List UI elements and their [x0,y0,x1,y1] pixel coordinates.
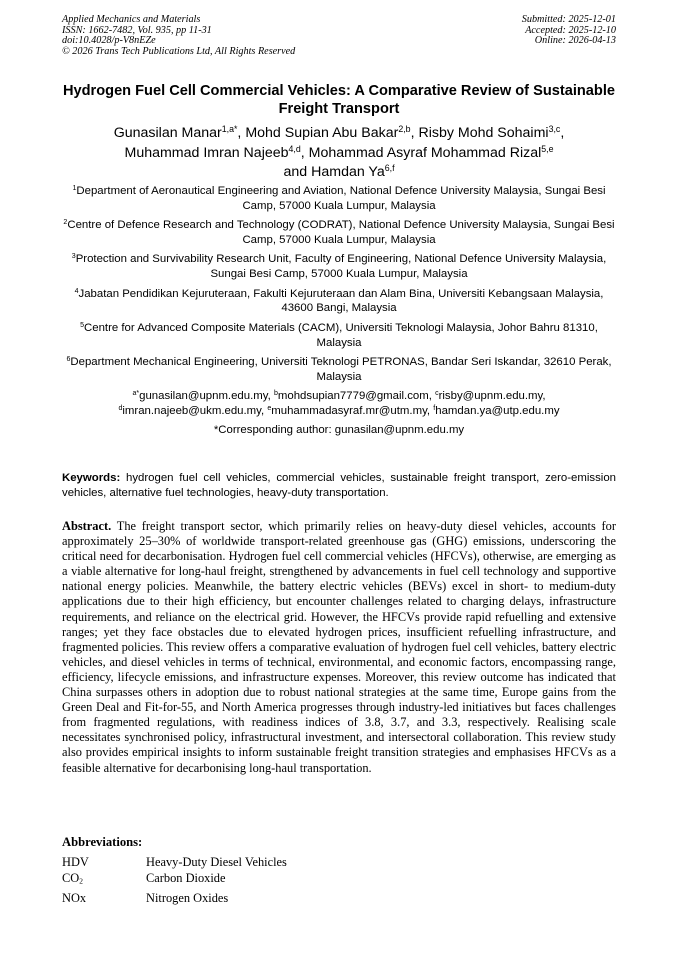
abstract-label: Abstract. [62,519,112,533]
abbreviation-row [62,870,287,890]
submitted-date: Submitted: 2025-12-01 [521,14,616,25]
journal-issn: ISSN: 1662-7482, Vol. 935, pp 11-31 [62,24,212,36]
keywords-text: hydrogen fuel cell vehicles, commercial vehicles, sustainable freight transport, zero-emission vehicles, alternative fuel technologies, heavy-duty transportation. [62,472,616,499]
journal-doi: doi:10.4028/p-V8nEZe [62,35,156,47]
affiliation: $^4$Jabatan Pendidikan Kejuruteraan, Fakulti Kejuruteraan dan Alam Bina, Universiti Kebangsaan Malaysia, 43600 Bangi, Malaysia [74,287,604,315]
abbreviation-term: NOx [62,890,87,905]
abstract-section [62,519,616,776]
author: Hamdan Ya$^{6,f}$ [311,163,395,180]
journal-copyright: © 2026 Trans Tech Publications Ltd, All Rights Reserved [62,45,296,57]
abstract-text: The freight transport sector, which primarily relies on heavy-duty diesel vehicles, accounts for approximately 25–30% of worldwide transport-related greenhouse gas (GHG) emissions, underscoring the critical need for decarbonisation. Hydrogen fuel cell commercial vehicles (HFCVs), otherwise, are emerging as a viable alternative for long-haul freight, strengthened by advancements in fuel cell technology and supportive national energy policies. Meanwhile, the battery electric vehicles (BEVs) excel in short- to medium-duty applications due to their high efficiency, but encounter challenges related to charging delays, infrastructure requirements, and reliance on the electrical grid. However, the HFCVs provide rapid refuelling and extensive ranges; yet they face obstacles due to elevated hydrogen prices, insufficient refuelling infrastructure, and fragmented policies. This review offers a comparative evaluation of hydrogen fuel cell vehicles, battery electric vehicles, and diesel vehicles in terms of technical, environmental, and economic factors, encompassing range, efficiency, lifecycle emissions, and infrastructure expenses. Moreover, this review outcome has indicated that China surpasses others in adoption due to robust national strategies at the same time, Europe gains from the Green Deal and Fit-for-55, and North America progresses through industry-led initiatives but faces challenges from fragmented regulations, with readiness indices of 3.8, 3.7, and 3.3, respectively. Realising scale necessitates synchronised policy, infrastructural investment, and intersectoral collaboration. This review study also provides empirical insights to inform sustainable freight transition strategies and emphasises HFCVs as a feasible alternative for decarbonising long-haul transportation. [62,519,617,775]
abbreviations-heading: Abbreviations: [62,835,143,849]
keywords-label: Keywords: [62,472,121,484]
author: Risby Mohd Sohaimi$^{3,c}$ [418,124,561,141]
paper-title: Hydrogen Fuel Cell Commercial Vehicles: A Comparative Review of Sustainable Freight Transport [62,83,616,117]
author: Mohd Supian Abu Bakar$^{2,b}$ [245,124,411,141]
affiliation: $^5$Centre for Advanced Composite Materials (CACM), Universiti Teknologi Malaysia, Johor Bahru 81310, Malaysia [80,321,598,349]
email-link[interactable]: imran.najeeb@ukm.edu.my, [122,404,265,417]
email-link[interactable]: risby@upnm.edu.my, [438,390,546,403]
online-date: Online: 2026-04-13 [534,35,616,47]
abbreviation-definition: Heavy-Duty Diesel Vehicles [146,855,287,869]
keywords-section [62,471,616,501]
abbreviation-term: HDV [62,855,89,869]
accepted-date: Accepted: 2025-12-10 [525,24,616,36]
affiliation: $^3$Protection and Survivability Research Unit, Faculty of Engineering, National Defence University Malaysia, Sungai Besi Camp, 57000 Kuala Lumpur, Malaysia [71,253,607,281]
email-link[interactable]: muhammadasyraf.mr@utm.my, [271,404,431,417]
abbreviation-row [62,890,287,906]
abbreviation-term: CO2 [62,871,83,886]
author: Muhammad Imran Najeeb$^{4,d}$ [124,143,301,161]
corresponding-author: *Corresponding author: gunasilan@upnm.edu.my [213,423,465,436]
journal-name: Applied Mechanics and Materials [62,14,201,25]
abbreviations-list [62,854,287,906]
abbreviation-definition: Nitrogen Oxides [146,890,229,905]
affiliation: $^6$Department Mechanical Engineering, Universiti Teknologi PETRONAS, Bandar Seri Iskandar, 32610 Perak, Malaysia [66,355,612,383]
journal-meta [62,15,295,57]
email-link[interactable]: gunasilan@upnm.edu.my, [139,390,271,403]
submission-dates [522,15,616,47]
email-list: $^{a*}$gunasilan@upnm.edu.my, $^b$mohdsupian7779@gmail.com, $^c$risby@upnm.edu.my, $^d$imran.najeeb@ukm.edu.my, $^e$muhammadasyraf.mr@utm.my, $^f$hamdan.ya@utp.edu.my [118,390,560,417]
email-link[interactable]: hamdan.ya@utp.edu.my [435,404,560,417]
affiliation: $^2$Centre of Defence Research and Technology (CODRAT), National Defence University Malaysia, Sungai Besi Camp, 57000 Kuala Lumpur, Malaysia [63,219,615,246]
affiliations [58,184,620,438]
author: Gunasilan Manar$^{1,a*}$ [113,124,238,141]
author-list: Gunasilan Manar$^{1,a*}$, Mohd Supian Abu Bakar$^{2,b}$, Risby Mohd Sohaimi$^{3,c}$, Muhammad Imran Najeeb$^{4,d}$, Mohammad Asyraf Mohammad Rizal$^{5,e}$ and Hamdan Ya$^{6,f}$ [113,124,565,180]
email-link[interactable]: mohdsupian7779@gmail.com, [277,390,432,403]
affiliation: $^1$Department of Aeronautical Engineering and Aviation, National Defence University Malaysia, Sungai Besi Camp, 57000 Kuala Lumpur, Malaysia [72,185,606,212]
abbreviation-row [62,854,287,870]
abbreviation-definition: Carbon Dioxide [146,871,226,886]
author: Mohammad Asyraf Mohammad Rizal$^{5,e}$ [308,143,554,161]
